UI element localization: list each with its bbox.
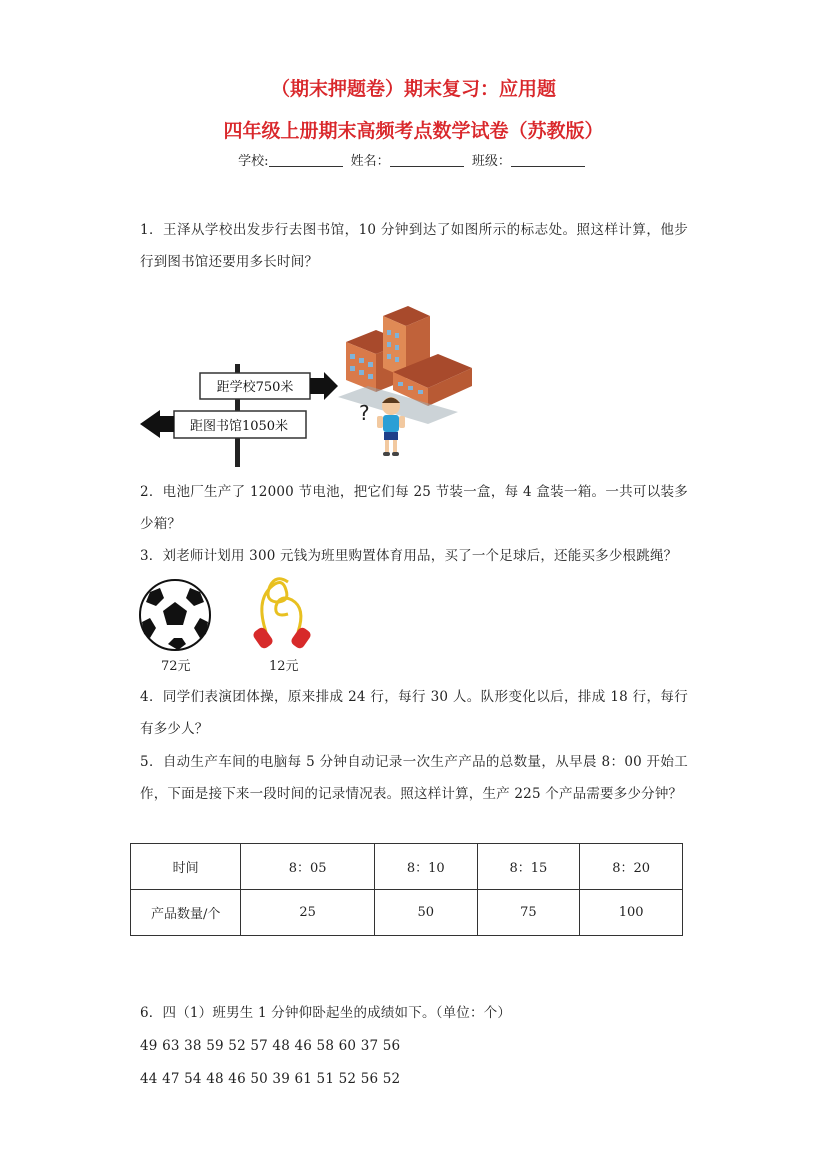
class-label: 班级： [471,154,511,169]
sign-to-library [140,410,306,438]
sign-left-label: 距图书馆1050米 [189,419,289,434]
page-title: （期末押题卷）期末复习：应用题 [270,78,556,100]
name-label: 姓名： [350,154,390,169]
student-info-line [0,150,827,169]
q1-illustration [138,302,478,468]
sign-to-school [200,372,338,400]
name-blank [390,152,464,167]
question-5: 5．自动生产车间的电脑每 5 分钟自动记录一次生产产品的总数量，从早晨 8：00 开始工作，下面是接下来一段时间的记录情况表。照这样计算，生产 225 个产品需要多少分钟？ [140,754,688,802]
table-row [131,844,683,890]
rope-price: 12元 [269,659,299,674]
table-cell: 75 [477,890,580,936]
question-1: 1．王泽从学校出发步行去图书馆，10 分钟到达了如图所示的标志处。照这样计算，他步行到图书馆还要用多长时间？ [140,222,688,270]
table-cell: 8：10 [374,844,477,890]
table-header-time: 时间 [131,844,241,890]
table-cell: 8：15 [477,844,580,890]
school-blank [269,152,343,167]
question-mark: ? [359,401,370,425]
table-cell: 25 [241,890,375,936]
data-line-2: 44 47 54 48 46 50 39 61 51 52 56 52 [140,1071,401,1087]
table-cell: 8：20 [580,844,683,890]
sign-right-label: 距学校750米 [216,380,294,395]
question-6: 6．四（1）班男生 1 分钟仰卧起坐的成绩如下。（单位：个） [140,1005,512,1021]
jump-rope-icon [246,572,318,652]
table-cell: 50 [374,890,477,936]
football-icon [138,578,212,652]
data-line-1: 49 63 38 59 52 57 48 46 58 60 37 56 [140,1038,401,1054]
table-cell: 8：05 [241,844,375,890]
school-label: 学校: [238,154,269,169]
table-row [131,890,683,936]
page-subtitle: 四年级上册期末高频考点数学试卷（苏教版） [223,120,604,142]
record-table [130,843,683,936]
table-cell: 100 [580,890,683,936]
class-blank [511,152,585,167]
question-4: 4．同学们表演团体操，原来排成 24 行，每行 30 人。队形变化以后，排成 18 行，每行有多少人？ [140,689,688,737]
question-2: 2．电池厂生产了 12000 节电池，把它们每 25 节装一盒，每 4 盒装一箱。一共可以装多少箱？ [140,484,688,532]
question-3: 3．刘老师计划用 300 元钱为班里购置体育用品，买了一个足球后，还能买多少根跳绳？ [140,548,678,564]
football-price: 72元 [161,659,191,674]
table-header-count: 产品数量/个 [131,890,241,936]
